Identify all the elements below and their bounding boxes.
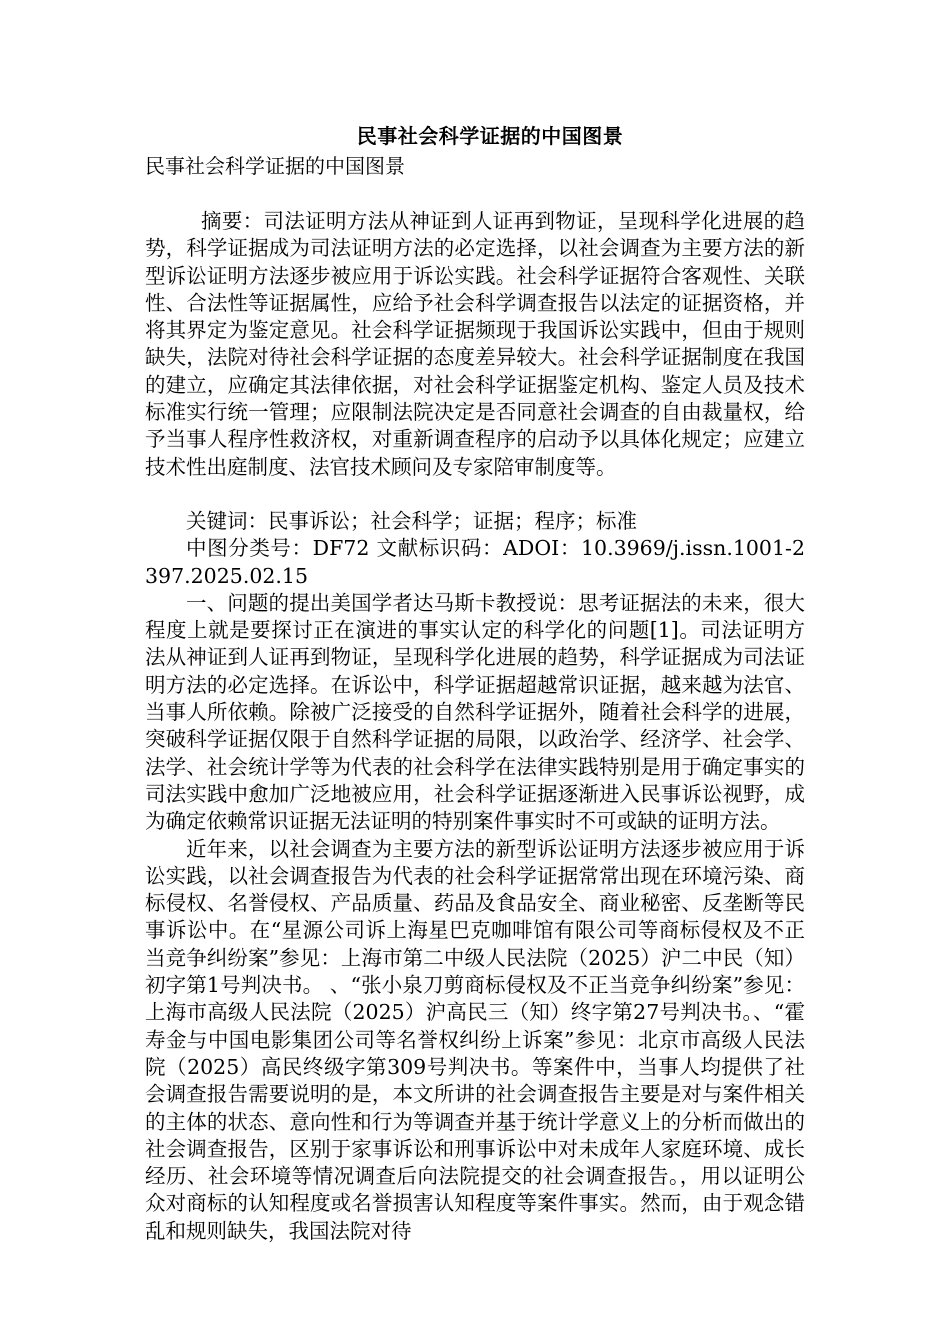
abstract-paragraph: 摘要：司法证明方法从神证到人证再到物证，呈现科学化进展的趋势，科学证据成为司法证明方法的必定选择，以社会调查为主要方法的新型诉讼证明方法逐步被应用于诉讼实践。社会科学证据符合客观性、关联性、合法性等证据属性，应给予社会科学调查报告以法定的证据资格，并将其界定为鉴定意见。社会科学证据频现于我国诉讼实践中，但由于规则缺失，法院对待社会科学证据的态度差异较大。社会科学证据制度在我国的建立，应确定其法律依据，对社会科学证据鉴定机构、鉴定人员及技术标准实行统一管理；应限制法院决定是否同意社会调查的自由裁量权，给予当事人程序性救济权，对重新调查程序的启动予以具体化规定；应建立技术性出庭制度、法官技术顾问及专家陪审制度等。	[145, 209, 805, 479]
document-page	[145, 120, 805, 1245]
keywords-line: 关键词：民事诉讼；社会科学；证据；程序；标准	[186, 508, 637, 533]
body-paragraph-2: 近年来，以社会调查为主要方法的新型诉讼证明方法逐步被应用于诉讼实践，以社会调查报告为代表的社会科学证据常常出现在环境污染、商标侵权、名誉侵权、产品质量、药品及食品安全、商业秘密、反垄断等民事诉讼中。在“星源公司诉上海星巴克咖啡馆有限公司等商标侵权及不正当竞争纠纷案”参见：上海市第二中级人民法院（2025）沪二中民（知）初字第1号判决书。 、“张小泉刀剪商标侵权及不正当竞争纠纷案”参见：上海市高级人民法院（2025）沪高民三（知）终字第27号判决书。、“霍寿金与中国电影集团公司等名誉权纠纷上诉案”参见：北京市高级人民法院（2025）高民终级字第309号判决书。等案件中，当事人均提供了社会调查报告需要说明的是，本文所讲的社会调查报告主要是对与案件相关的主体的状态、意向性和行为等调查并基于统计学意义上的分析而做出的社会调查报告，区别于家事诉讼和刑事诉讼中对未成年人家庭环境、成长经历、社会环境等情况调查后向法院提交的社会调查报告。，用以证明公众对商标的认知程度或名誉损害认知程度等案件事实。然而，由于观念错乱和规则缺失，我国法院对待	[145, 836, 805, 1243]
document-title: 民事社会科学证据的中国图景	[356, 124, 624, 148]
document-subtitle: 民事社会科学证据的中国图景	[145, 154, 405, 178]
classification-line: 中图分类号：DF72 文献标识码：ADOI：10.3969/j.issn.1001-2397.2025.02.15	[145, 536, 805, 588]
body-paragraph-1: 一、问题的提出美国学者达马斯卡教授说：思考证据法的未来，很大程度上就是要探讨正在演进的事实认定的科学化的问题[1]。司法证明方法从神证到人证再到物证，呈现科学化进展的趋势，科学证据成为司法证明方法的必定选择。在诉讼中，科学证据超越常识证据，越来越为法官、当事人所依赖。除被广泛接受的自然科学证据外，随着社会科学的进展，突破科学证据仅限于自然科学证据的局限，以政治学、经济学、社会学、法学、社会统计学等为代表的社会科学在法律实践特别是用于确定事实的司法实践中愈加广泛地被应用，社会科学证据逐渐进入民事诉讼视野，成为确定依赖常识证据无法证明的特别案件事实时不可或缺的证明方法。	[145, 590, 805, 834]
